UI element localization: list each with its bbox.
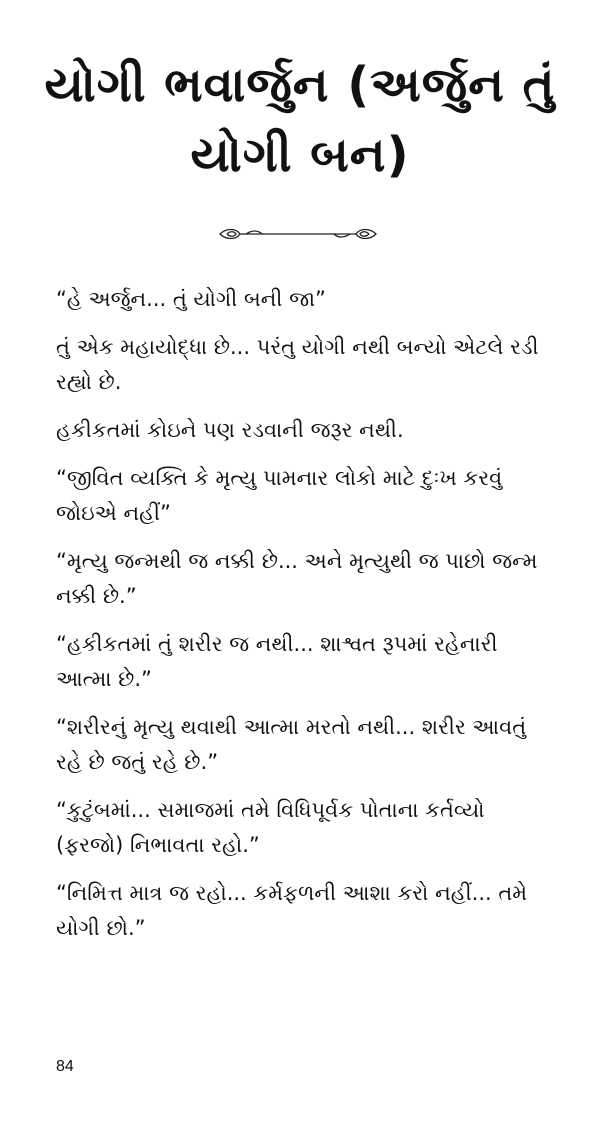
paragraph: હકીકતમાં કોઇને પણ રડવાની જરૂર નથી. (56, 418, 404, 442)
paragraph: “કુટુંબમાં... સમાજમાં તમે વિધિપૂર્વક પોતાના કર્તવ્યો (ફરજો) નિભાવતા રહો.” (56, 798, 485, 857)
body-text (56, 282, 556, 959)
paragraph: “નિમિત્ત માત્ર જ રહો... કર્મફળની આશા કરો નહીં... તમે યોગી છો.” (56, 881, 528, 940)
paragraph: તું એક મહાયોદ્ધા છે... પરંતુ યોગી નથી બન્યો એટલે રડી રહ્યો છે. (56, 335, 539, 394)
paragraph: “મૃત્યુ જન્મથી જ નક્કી છે... અને મૃત્યુથી જ પાછો જન્મ નક્કી છે.” (56, 549, 538, 608)
paragraph: “હકીકતમાં તું શરીર જ નથી... શાશ્વત રૂપમાં રહેનારી આત્મા છે.” (56, 632, 498, 691)
page-number: 84 (56, 1058, 74, 1075)
paragraph: “હે અર્જુન... તું યોગી બની જા” (56, 287, 326, 311)
page-title: યોગી ભવાર્જુન (અર્જુન તું યોગી બન) (44, 57, 556, 183)
paragraph: “જીવિત વ્યક્તિ કે મૃત્યુ પામનાર લોકો માટે દુઃખ કરવું જોઇએ નહીં” (56, 466, 503, 525)
paragraph: “શરીરનું મૃત્યુ થવાથી આત્મા મરતો નથી... શરીર આવતું રહે છે જતું રહે છે.” (56, 715, 527, 774)
decorative-divider-icon (218, 224, 378, 244)
